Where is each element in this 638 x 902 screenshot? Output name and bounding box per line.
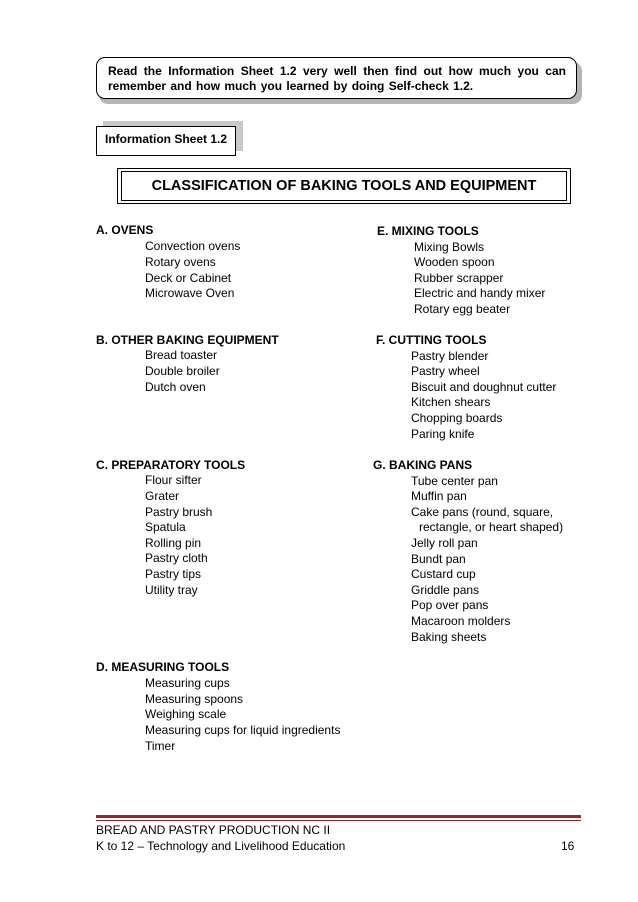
list-item: Grater [145, 489, 180, 503]
footer-program: K to 12 – Technology and Livelihood Education [96, 839, 346, 853]
list-item: Pastry cloth [145, 551, 208, 565]
page-title: CLASSIFICATION OF BAKING TOOLS AND EQUIPMENT [121, 171, 567, 201]
list-item: Pop over pans [411, 598, 489, 612]
list-item: Measuring spoons [145, 692, 244, 706]
list-item: Bundt pan [411, 552, 466, 566]
list-item: rectangle, or heart shaped) [419, 520, 564, 534]
list-item: Dutch oven [145, 380, 206, 394]
section-heading: A. OVENS [96, 223, 154, 237]
list-item: Custard cup [411, 567, 476, 581]
list-item: Jelly roll pan [411, 536, 478, 550]
section-heading: F. CUTTING TOOLS [376, 333, 487, 347]
section-heading: G. BAKING PANS [373, 458, 473, 472]
list-item: Measuring cups [145, 676, 230, 690]
list-item: Electric and handy mixer [414, 286, 546, 300]
footer-rule [96, 820, 581, 821]
list-item: Rotary egg beater [414, 302, 511, 316]
list-item: Kitchen shears [411, 395, 491, 409]
list-item: Bread toaster [145, 348, 218, 362]
list-item: Timer [145, 739, 176, 753]
list-item: Griddle pans [411, 583, 480, 597]
footer-rule [96, 815, 581, 818]
list-item: Muffin pan [411, 489, 467, 503]
list-item: Pastry blender [411, 349, 489, 363]
section-heading: B. OTHER BAKING EQUIPMENT [96, 333, 279, 347]
list-item: Macaroon molders [411, 614, 511, 628]
section-heading: E. MIXING TOOLS [377, 224, 479, 238]
list-item: Mixing Bowls [414, 240, 485, 254]
list-item: Rotary ovens [145, 255, 216, 269]
list-item: Convection ovens [145, 239, 241, 253]
list-item: Wooden spoon [414, 255, 495, 269]
list-item: Measuring cups for liquid ingredients [145, 723, 341, 737]
list-item: Microwave Oven [145, 286, 235, 300]
footer-course-title: BREAD AND PASTRY PRODUCTION NC II [96, 823, 331, 837]
instruction-line: remember and how much you learned by doing Self-check 1.2. [108, 79, 474, 93]
list-item: Flour sifter [145, 473, 202, 487]
list-item: Pastry brush [145, 505, 213, 519]
instruction-box [96, 57, 577, 99]
info-sheet-label: Information Sheet 1.2 [96, 126, 236, 156]
list-item: Cake pans (round, square, [411, 505, 554, 519]
list-item: Pastry tips [145, 567, 202, 581]
section-heading: C. PREPARATORY TOOLS [96, 458, 246, 472]
list-item: Utility tray [145, 583, 198, 597]
list-item: Weighing scale [145, 707, 227, 721]
instruction-line: Read the Information Sheet 1.2 very well then find out how much you can [108, 64, 566, 78]
list-item: Pastry wheel [411, 364, 480, 378]
page-number: 16 [561, 839, 575, 853]
list-item: Tube center pan [411, 474, 498, 488]
list-item: Chopping boards [411, 411, 503, 425]
list-item: Deck or Cabinet [145, 271, 232, 285]
list-item: Baking sheets [411, 630, 487, 644]
list-item: Biscuit and doughnut cutter [411, 380, 557, 394]
list-item: Rubber scrapper [414, 271, 504, 285]
section-heading: D. MEASURING TOOLS [96, 660, 230, 674]
list-item: Rolling pin [145, 536, 202, 550]
list-item: Paring knife [411, 427, 475, 441]
list-item: Double broiler [145, 364, 220, 378]
list-item: Spatula [145, 520, 186, 534]
